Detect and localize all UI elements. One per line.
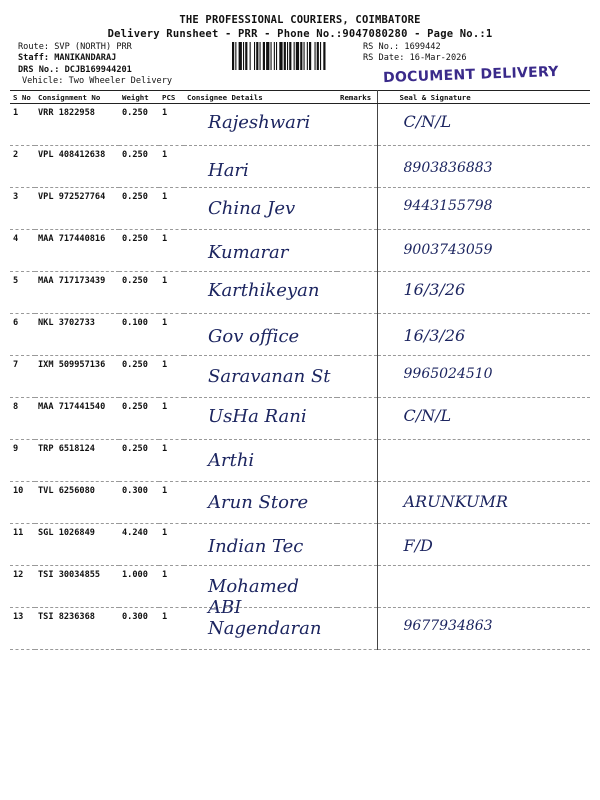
drs-value: DCJB169944201 — [64, 65, 132, 75]
barcode-bar — [276, 42, 277, 70]
row-pcs-cell: 1 — [159, 146, 184, 188]
route-label: Route: — [18, 42, 50, 52]
row-sno-cell: 11 — [10, 524, 35, 566]
row-signature-cell — [377, 566, 590, 608]
row-remarks-cell — [337, 314, 377, 356]
handwritten-consignee: UsHa Rani — [208, 406, 307, 427]
table-row — [10, 356, 590, 398]
row-pcs-cell: 1 — [159, 440, 184, 482]
barcode-bar — [300, 42, 302, 70]
staff-line — [18, 53, 116, 63]
barcode-bar — [254, 42, 255, 70]
table-row — [10, 524, 590, 566]
row-weight-cell: 0.250 — [119, 356, 159, 398]
row-sno-cell: 7 — [10, 356, 35, 398]
row-sno-cell: 1 — [10, 104, 35, 146]
barcode-bar — [289, 42, 291, 70]
row-consignment-no-cell: IXM 509957136 — [35, 356, 119, 398]
row-remarks-cell — [337, 524, 377, 566]
handwritten-consignee: Mohamed ABI — [208, 576, 299, 618]
handwritten-consignee: Arthi — [208, 450, 255, 471]
rs-date-label: RS Date: — [363, 53, 405, 63]
row-consignment-no-cell: MAA 717440816 — [35, 230, 119, 272]
handwritten-consignee: China Jev — [208, 198, 296, 219]
barcode-bar — [256, 42, 258, 70]
staff-label: Staff: — [18, 53, 50, 63]
row-remarks-cell — [337, 440, 377, 482]
col-remarks: Remarks — [337, 91, 377, 104]
row-consignment-no-cell: TVL 6256080 — [35, 482, 119, 524]
handwritten-consignee: Hari — [208, 160, 249, 181]
barcode-bar — [296, 42, 299, 70]
vehicle-label: Vehicle: — [22, 76, 64, 86]
col-consignee: Consignee Details — [184, 91, 337, 104]
table-row — [10, 608, 590, 650]
table-row — [10, 104, 590, 146]
row-weight-cell: 0.300 — [119, 482, 159, 524]
table-row — [10, 230, 590, 272]
col-sno: S No — [10, 91, 35, 104]
row-weight-cell: 0.250 — [119, 146, 159, 188]
row-sno-cell: 13 — [10, 608, 35, 650]
row-consignment-no-cell: TSI 8236368 — [35, 608, 119, 650]
row-remarks-cell — [337, 356, 377, 398]
row-pcs-cell: 1 — [159, 566, 184, 608]
row-signature-cell — [377, 230, 590, 272]
table-header-row — [10, 91, 590, 104]
row-sno-cell: 6 — [10, 314, 35, 356]
row-pcs-cell: 1 — [159, 104, 184, 146]
col-consignment: Consignment No — [35, 91, 119, 104]
barcode-bar — [284, 42, 286, 70]
barcode-bar — [304, 42, 305, 70]
rs-date-line — [363, 53, 467, 63]
barcode-bar — [263, 42, 265, 70]
table-row — [10, 482, 590, 524]
row-consignee-cell — [184, 230, 337, 272]
row-sno-cell: 5 — [10, 272, 35, 314]
row-consignment-no-cell: MAA 717173439 — [35, 272, 119, 314]
row-consignee-cell — [184, 482, 337, 524]
barcode-bar — [320, 42, 321, 70]
row-consignee-cell — [184, 314, 337, 356]
row-consignee-cell — [184, 356, 337, 398]
barcode-bar — [279, 42, 282, 70]
row-consignment-no-cell: VPL 408412638 — [35, 146, 119, 188]
row-pcs-cell: 1 — [159, 398, 184, 440]
barcode-bar — [250, 42, 251, 70]
company-title: THE PROFESSIONAL COURIERS, COIMBATORE — [179, 14, 421, 26]
row-weight-cell: 0.250 — [119, 440, 159, 482]
row-signature-cell — [377, 524, 590, 566]
barcode-bar — [243, 42, 244, 70]
row-weight-cell: 0.250 — [119, 230, 159, 272]
handwritten-signature: C/N/L — [403, 406, 452, 425]
row-consignee-cell — [184, 188, 337, 230]
row-consignee-cell — [184, 440, 337, 482]
handwritten-signature: F/D — [403, 536, 433, 555]
barcode-bar — [245, 42, 247, 70]
row-weight-cell: 0.300 — [119, 608, 159, 650]
row-remarks-cell — [337, 146, 377, 188]
row-signature-cell — [377, 314, 590, 356]
row-sno-cell: 9 — [10, 440, 35, 482]
row-weight-cell: 0.250 — [119, 104, 159, 146]
handwritten-signature: 9003743059 — [403, 242, 493, 258]
row-remarks-cell — [337, 482, 377, 524]
runsheet-table — [10, 90, 590, 650]
document-delivery-stamp: DOCUMENT DELIVERY — [382, 63, 560, 87]
table-row — [10, 398, 590, 440]
row-pcs-cell: 1 — [159, 524, 184, 566]
rs-no-label: RS No.: — [363, 42, 400, 52]
handwritten-signature: 8903836883 — [403, 160, 493, 176]
handwritten-consignee: Indian Tec — [208, 536, 304, 557]
handwritten-signature: 9443155798 — [403, 198, 493, 214]
row-signature-cell — [377, 272, 590, 314]
col-pcs: PCS — [159, 91, 184, 104]
handwritten-signature: 9677934863 — [403, 618, 493, 634]
col-signature: Seal & Signature — [377, 91, 590, 104]
row-consignment-no-cell: TRP 6518124 — [35, 440, 119, 482]
row-signature-cell — [377, 440, 590, 482]
row-consignee-cell — [184, 566, 337, 618]
row-pcs-cell: 1 — [159, 272, 184, 314]
row-sno-cell: 4 — [10, 230, 35, 272]
handwritten-signature: 16/3/26 — [403, 326, 466, 345]
barcode-bar — [323, 42, 325, 70]
handwritten-consignee: Rajeshwari — [208, 112, 311, 133]
row-remarks-cell — [337, 104, 377, 146]
barcode-bar — [315, 42, 316, 70]
barcode-bar — [232, 42, 234, 70]
handwritten-signature: ARUNKUMR — [403, 492, 508, 511]
row-weight-cell: 0.250 — [119, 398, 159, 440]
route-line — [18, 42, 132, 52]
row-signature-cell — [377, 608, 590, 650]
table-row — [10, 272, 590, 314]
row-remarks-cell — [337, 608, 377, 650]
row-pcs-cell: 1 — [159, 608, 184, 650]
row-consignment-no-cell: MAA 717441540 — [35, 398, 119, 440]
barcode-bar — [294, 42, 295, 70]
row-remarks-cell — [337, 272, 377, 314]
table-row — [10, 440, 590, 482]
runsheet-subtitle: Delivery Runsheet - PRR - Phone No.:9047080280 - Page No.:1 — [107, 28, 493, 40]
handwritten-consignee: Nagendaran — [208, 618, 322, 639]
row-pcs-cell: 1 — [159, 314, 184, 356]
row-consignment-no-cell: NKL 3702733 — [35, 314, 119, 356]
row-weight-cell: 0.100 — [119, 314, 159, 356]
table-row — [10, 314, 590, 356]
route-value: SVP (NORTH) PRR — [54, 42, 132, 52]
row-weight-cell: 0.250 — [119, 272, 159, 314]
handwritten-consignee: Saravanan St — [208, 366, 331, 387]
row-consignee-cell — [184, 104, 337, 146]
handwritten-consignee: Arun Store — [208, 492, 309, 513]
row-consignee-cell — [184, 524, 337, 566]
row-remarks-cell — [337, 566, 377, 608]
row-signature-cell — [377, 146, 590, 188]
row-signature-cell — [377, 104, 590, 146]
row-consignment-no-cell: SGL 1026849 — [35, 524, 119, 566]
row-weight-cell: 1.000 — [119, 566, 159, 608]
row-sno-cell: 12 — [10, 566, 35, 608]
drs-line — [18, 65, 132, 75]
row-pcs-cell: 1 — [159, 482, 184, 524]
row-signature-cell — [377, 398, 590, 440]
handwritten-consignee: Gov office — [208, 326, 300, 347]
row-sno-cell: 2 — [10, 146, 35, 188]
vehicle-value: Two Wheeler Delivery — [68, 76, 173, 86]
row-pcs-cell: 1 — [159, 230, 184, 272]
row-consignee-cell — [184, 608, 337, 650]
vehicle-line — [22, 76, 172, 86]
row-sno-cell: 3 — [10, 188, 35, 230]
barcode-bar — [309, 42, 311, 70]
row-consignment-no-cell: VPL 972527764 — [35, 188, 119, 230]
row-pcs-cell: 1 — [159, 356, 184, 398]
row-signature-cell — [377, 188, 590, 230]
row-signature-cell — [377, 482, 590, 524]
row-weight-cell: 4.240 — [119, 524, 159, 566]
row-consignee-cell — [184, 398, 337, 440]
barcode-bar — [287, 42, 288, 70]
rs-no-value: 1699442 — [404, 42, 441, 52]
row-remarks-cell — [337, 398, 377, 440]
barcode-bar — [266, 42, 269, 70]
table-row — [10, 566, 590, 608]
staff-value: MANIKANDARAJ — [54, 53, 117, 63]
row-consignment-no-cell: VRR 1822958 — [35, 104, 119, 146]
barcode-bar — [317, 42, 319, 70]
row-consignee-cell — [184, 146, 337, 188]
handwritten-signature: 9965024510 — [403, 366, 493, 382]
row-weight-cell: 0.250 — [119, 188, 159, 230]
drs-label: DRS No.: — [18, 65, 60, 75]
row-remarks-cell — [337, 230, 377, 272]
row-pcs-cell: 1 — [159, 188, 184, 230]
barcode-bar — [239, 42, 242, 70]
table-row — [10, 188, 590, 230]
barcode-bar — [274, 42, 275, 70]
handwritten-signature: 16/3/26 — [403, 280, 466, 299]
handwritten-consignee: Kumarar — [208, 242, 289, 263]
barcode — [232, 42, 360, 70]
rs-date-value: 16-Mar-2026 — [409, 53, 467, 63]
row-consignee-cell — [184, 272, 337, 314]
row-sno-cell: 10 — [10, 482, 35, 524]
row-remarks-cell — [337, 188, 377, 230]
row-sno-cell: 8 — [10, 398, 35, 440]
barcode-bar — [307, 42, 308, 70]
row-consignment-no-cell: TSI 30034855 — [35, 566, 119, 608]
barcode-bar — [271, 42, 272, 70]
rs-no-line — [363, 42, 441, 52]
handwritten-signature: C/N/L — [403, 112, 452, 131]
handwritten-consignee: Karthikeyan — [208, 280, 320, 301]
barcode-bar — [235, 42, 236, 70]
col-weight: Weight — [119, 91, 159, 104]
table-row — [10, 146, 590, 188]
barcode-bar — [260, 42, 261, 70]
row-signature-cell — [377, 356, 590, 398]
